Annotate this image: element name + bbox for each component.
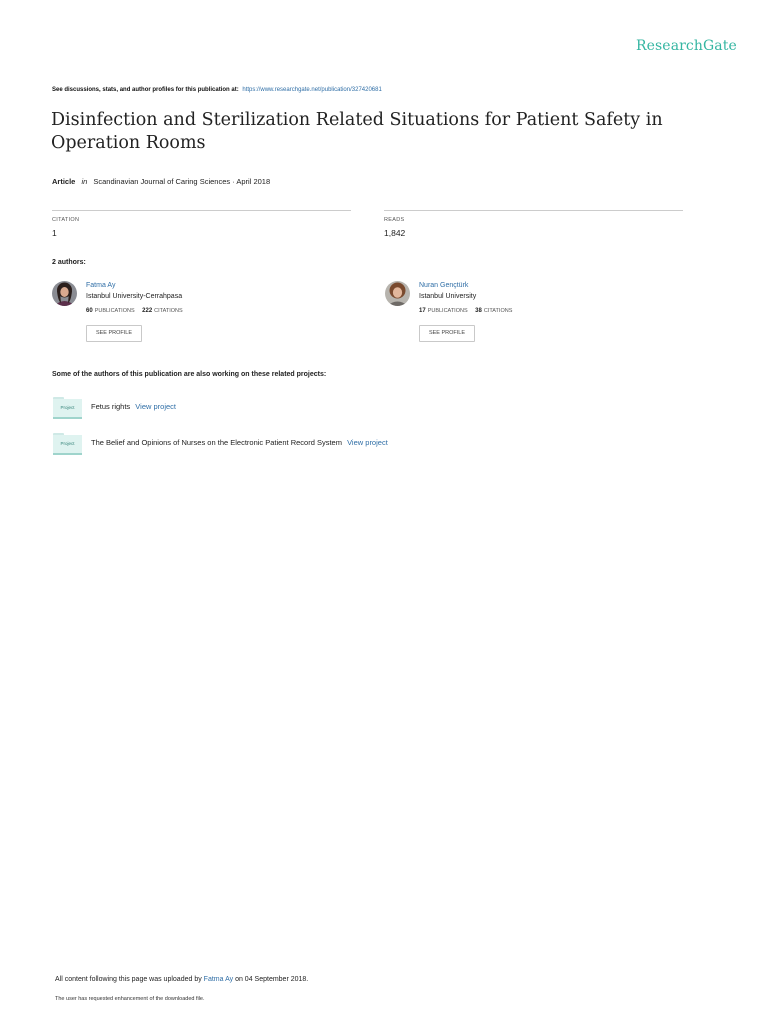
author-card — [52, 281, 352, 345]
enhancement-note: The user has requested enhancement of the downloaded file. — [55, 996, 205, 1002]
see-profile-button[interactable]: SEE PROFILE — [419, 325, 475, 342]
project-title: The Belief and Opinions of Nurses on the Electronic Patient Record System — [91, 438, 342, 447]
publications-count: 17 — [419, 308, 426, 314]
project-folder-icon[interactable] — [52, 397, 83, 419]
citations-label: CITATIONS — [154, 308, 183, 314]
upload-note — [55, 976, 308, 983]
article-meta — [52, 177, 270, 186]
citations-count: 222 — [142, 308, 153, 314]
avatar[interactable] — [385, 281, 410, 306]
publications-count: 60 — [86, 308, 93, 314]
project-icon-label: Project — [60, 405, 75, 410]
publications-label: PUBLICATIONS — [94, 308, 135, 314]
citations-label: CITATIONS — [483, 308, 513, 314]
project-title-line — [91, 438, 388, 447]
project-folder-icon[interactable] — [52, 433, 83, 455]
article-type: Article — [52, 177, 76, 186]
author-card — [385, 281, 685, 345]
author-counts — [419, 308, 512, 314]
citation-value: 1 — [52, 228, 57, 238]
author-name[interactable]: Fatma Ay — [86, 282, 116, 289]
reads-value: 1,842 — [384, 228, 406, 238]
view-project-link[interactable]: View project — [347, 438, 388, 447]
reads-label: READS — [384, 217, 405, 223]
upload-prefix: All content following this page was uploaded by — [55, 976, 202, 983]
author-institution: Istanbul University — [419, 293, 477, 300]
publication-url-link[interactable]: https://www.researchgate.net/publication/327420681 — [242, 87, 382, 93]
author-institution: Istanbul University-Cerrahpasa — [86, 293, 183, 300]
view-project-link[interactable]: View project — [135, 402, 176, 411]
researchgate-logo[interactable]: ResearchGate — [636, 38, 737, 54]
uploader-link[interactable]: Fatma Ay — [203, 976, 234, 983]
see-discussions-text: See discussions, stats, and author profiles for this publication at: — [52, 87, 239, 93]
author-counts — [86, 308, 183, 314]
citation-label: CITATION — [52, 217, 80, 223]
see-discussions-line — [52, 87, 382, 93]
article-venue: Scandinavian Journal of Caring Sciences · April 2018 — [93, 177, 271, 186]
authors-count: 2 authors: — [52, 259, 86, 266]
article-in-label: in — [81, 177, 88, 186]
author-name[interactable]: Nuran Gençtürk — [419, 282, 469, 289]
citation-stat — [52, 210, 351, 238]
see-profile-button[interactable]: SEE PROFILE — [86, 325, 142, 342]
publications-label: PUBLICATIONS — [427, 308, 468, 314]
upload-suffix: on 04 September 2018. — [235, 976, 309, 983]
project-item — [52, 397, 732, 419]
project-item — [52, 433, 732, 455]
avatar[interactable] — [52, 281, 77, 306]
related-projects-heading: Some of the authors of this publication are also working on these related projects: — [52, 371, 327, 378]
paper-title: Disinfection and Sterilization Related Situations for Patient Safety in Operation Rooms — [51, 110, 663, 153]
project-title-line — [91, 402, 176, 411]
citations-count: 38 — [475, 308, 482, 314]
project-icon-label: Project — [60, 441, 75, 446]
reads-stat — [384, 210, 683, 238]
project-title: Fetus rights — [91, 402, 131, 411]
